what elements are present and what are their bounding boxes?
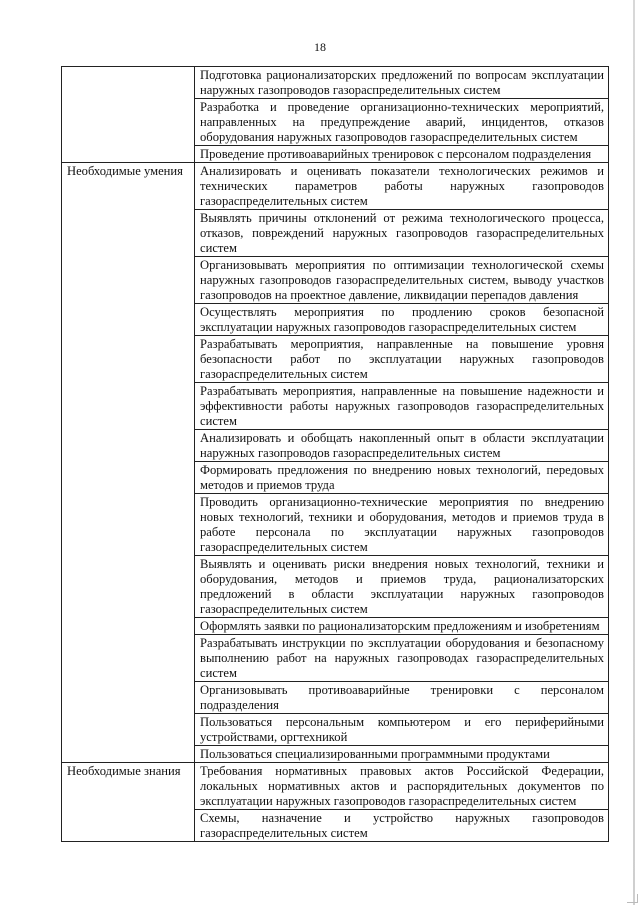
skills-label: Необходимые умения (62, 163, 195, 763)
table-cell: Разрабатывать инструкции по эксплуатации оборудования и безопасному выполнению работ на наружных газопроводах газораспределительных систем (195, 635, 609, 682)
scan-edge (633, 0, 635, 905)
table-cell: Требования нормативных правовых актов Российской Федерации, локальных нормативных актов и распорядительных документов по эксплуатации наружных газопроводов газораспределительных систем (195, 763, 609, 810)
scan-corner (627, 894, 638, 903)
table-cell: Схемы, назначение и устройство наружных газопроводов газораспределительных систем (195, 810, 609, 842)
row-label-empty (62, 67, 195, 163)
table-row (62, 763, 609, 810)
table-cell: Оформлять заявки по рационализаторским предложениям и изобретениям (195, 618, 609, 635)
table-cell: Подготовка рационализаторских предложений по вопросам эксплуатации наружных газопроводов газораспределительных систем (195, 67, 609, 99)
table-cell: Формировать предложения по внедрению новых технологий, передовых методов и приемов труда (195, 462, 609, 494)
knowledge-label: Необходимые знания (62, 763, 195, 842)
table-cell: Разработка и проведение организационно-технических мероприятий, направленных на предупреждение аварий, инцидентов, отказов оборудования наружных газопроводов газораспределительных систем (195, 99, 609, 146)
table-cell: Анализировать и оценивать показатели технологических режимов и технических параметров работы наружных газопроводов газораспределительных систем (195, 163, 609, 210)
table-row (62, 67, 609, 99)
table-cell: Выявлять и оценивать риски внедрения новых технологий, техники и оборудования, методов и приемов труда, рационализаторских предложений в области эксплуатации наружных газопроводов газораспределительных систем (195, 556, 609, 618)
table-cell: Разрабатывать мероприятия, направленные на повышение уровня безопасности работ по эксплуатации наружных газопроводов газораспределительных систем (195, 336, 609, 383)
table-cell: Разрабатывать мероприятия, направленные на повышение надежности и эффективности работы наружных газопроводов газораспределительных систем (195, 383, 609, 430)
table-cell: Проведение противоаварийных тренировок с персоналом подразделения (195, 146, 609, 163)
table-cell: Выявлять причины отклонений от режима технологического процесса, отказов, повреждений наружных газопроводов газораспределительных систем (195, 210, 609, 257)
page-number: 18 (314, 40, 326, 54)
table-cell: Проводить организационно-технические мероприятия по внедрению новых технологий, техники и оборудования, методов и приемов труда в работе персонала по эксплуатации наружных газопроводов газораспределительных систем (195, 494, 609, 556)
table-cell: Организовывать мероприятия по оптимизации технологической схемы наружных газопроводов газораспределительных систем, выводу участков газопроводов на проектное давление, ликвидации перепадов давления (195, 257, 609, 304)
table-row (62, 163, 609, 210)
table-cell: Пользоваться специализированными программными продуктами (195, 746, 609, 763)
table-cell: Пользоваться персональным компьютером и его периферийными устройствами, оргтехникой (195, 714, 609, 746)
table-cell: Анализировать и обобщать накопленный опыт в области эксплуатации наружных газопроводов газораспределительных систем (195, 430, 609, 462)
table-cell: Организовывать противоаварийные тренировки с персоналом подразделения (195, 682, 609, 714)
table-cell: Осуществлять мероприятия по продлению сроков безопасной эксплуатации наружных газопроводов газораспределительных систем (195, 304, 609, 336)
qualification-table (61, 66, 609, 842)
